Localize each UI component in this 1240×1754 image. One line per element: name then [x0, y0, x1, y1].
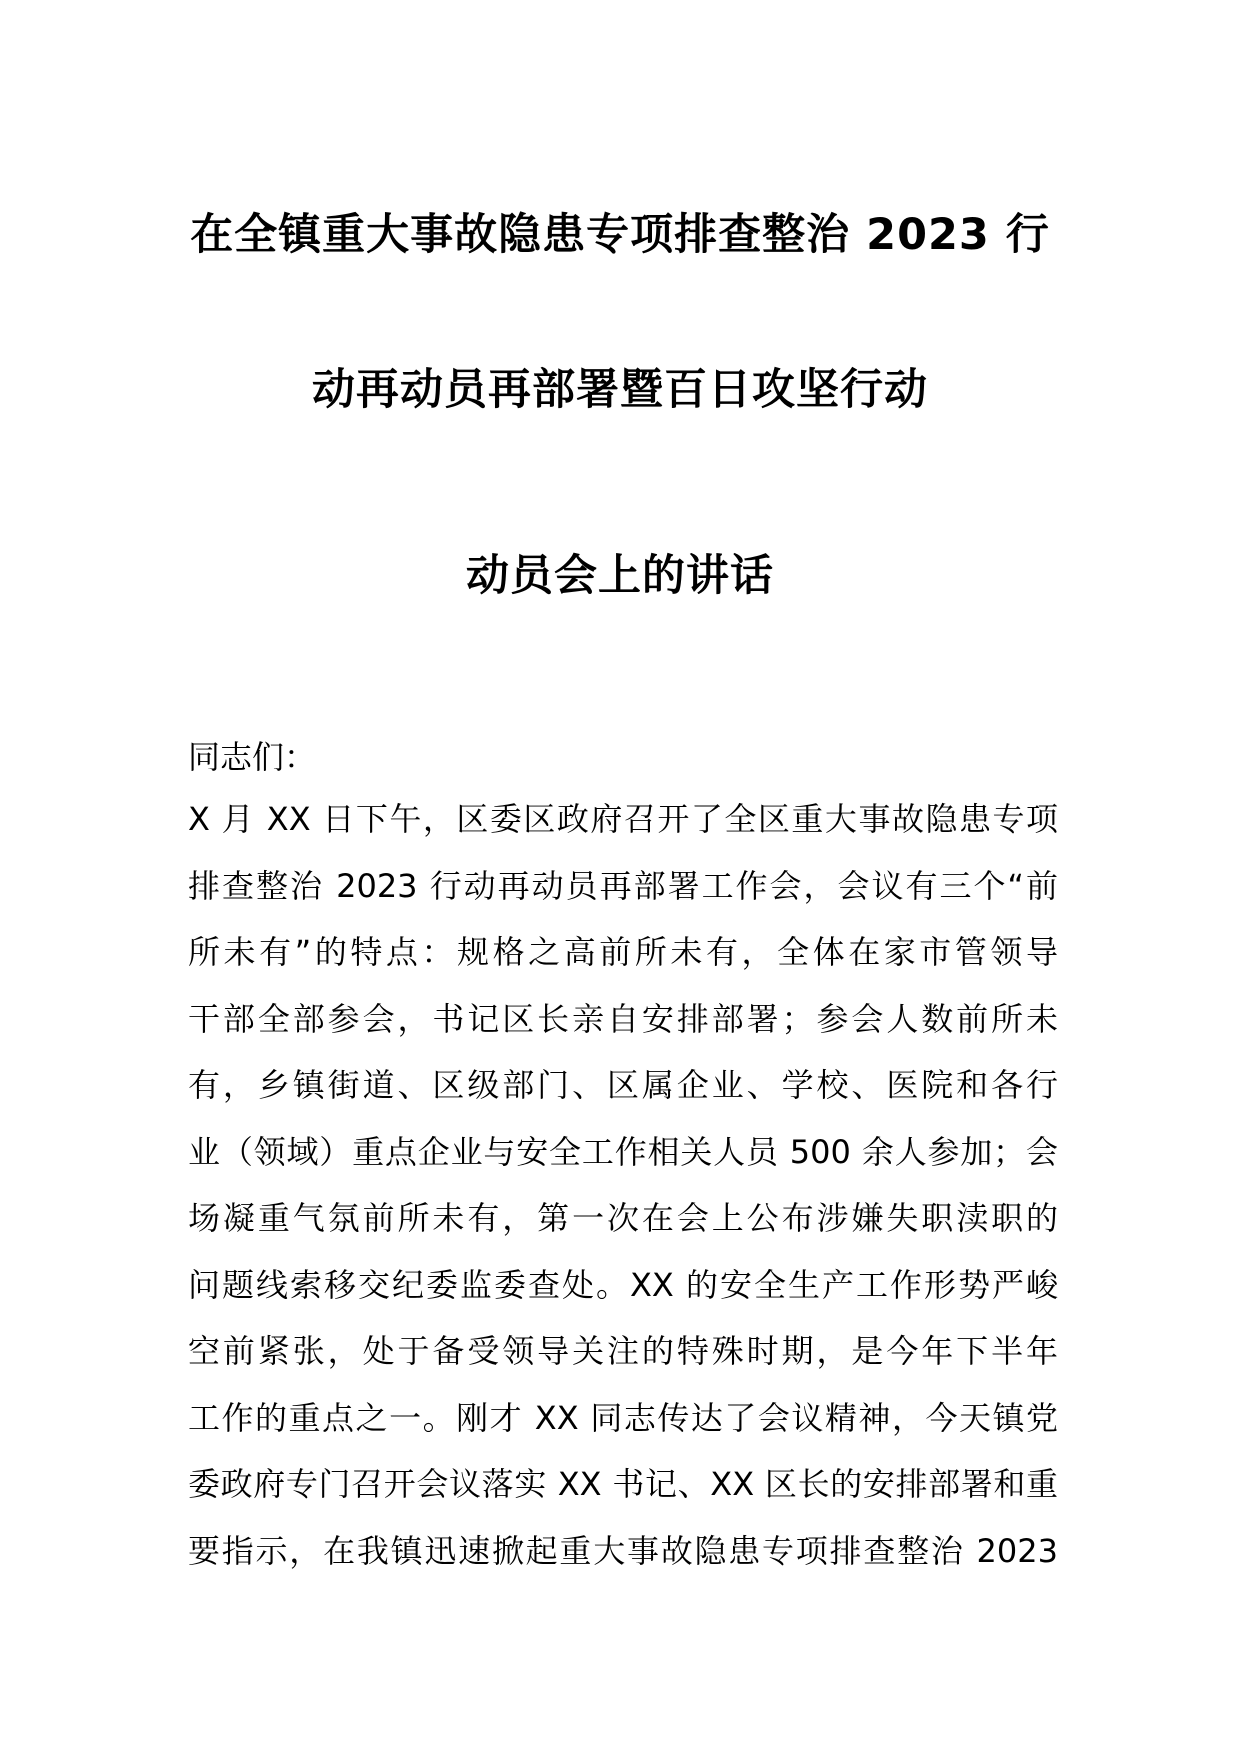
body-line: 空前紧张，处于备受领导关注的特殊时期，是今年下半年	[188, 1332, 1058, 1370]
body-line: 有，乡镇街道、区级部门、区属企业、学校、医院和各行	[188, 1066, 1058, 1104]
title-line-2: 动再动员再部署暨百日攻坚行动	[312, 365, 928, 415]
body-line: 干部全部参会，书记区长亲自安排部署；参会人数前所未	[188, 999, 1058, 1038]
body-line: 工作的重点之一。刚才 XX 同志传达了会议精神，今天镇党	[188, 1398, 1058, 1437]
body-line: 场凝重气氛前所未有，第一次在会上公布涉嫌失职渎职的	[188, 1199, 1058, 1237]
body-line: 业（领域）重点企业与安全工作相关人员 500 余人参加；会	[188, 1132, 1058, 1171]
body-line: 排查整治 2023 行动再动员再部署工作会，会议有三个“前	[188, 866, 1058, 905]
body-line: X 月 XX 日下午，区委区政府召开了全区重大事故隐患专项	[188, 800, 1058, 838]
salutation: 同志们：	[188, 738, 317, 776]
body-line: 所未有”的特点：规格之高前所未有，全体在家市管领导	[188, 933, 1058, 971]
body-line: 问题线索移交纪委监委查处。XX 的安全生产工作形势严峻	[188, 1265, 1058, 1304]
body-line: 要指示，在我镇迅速掀起重大事故隐患专项排查整治 2023	[188, 1531, 1058, 1570]
title-line-3: 动员会上的讲话	[466, 551, 774, 601]
title-line-1: 在全镇重大事故隐患专项排查整治 2023 行	[190, 210, 1050, 260]
body-paragraph	[188, 797, 1058, 1595]
body-line: 委政府专门召开会议落实 XX 书记、XX 区长的安排部署和重	[188, 1465, 1058, 1503]
